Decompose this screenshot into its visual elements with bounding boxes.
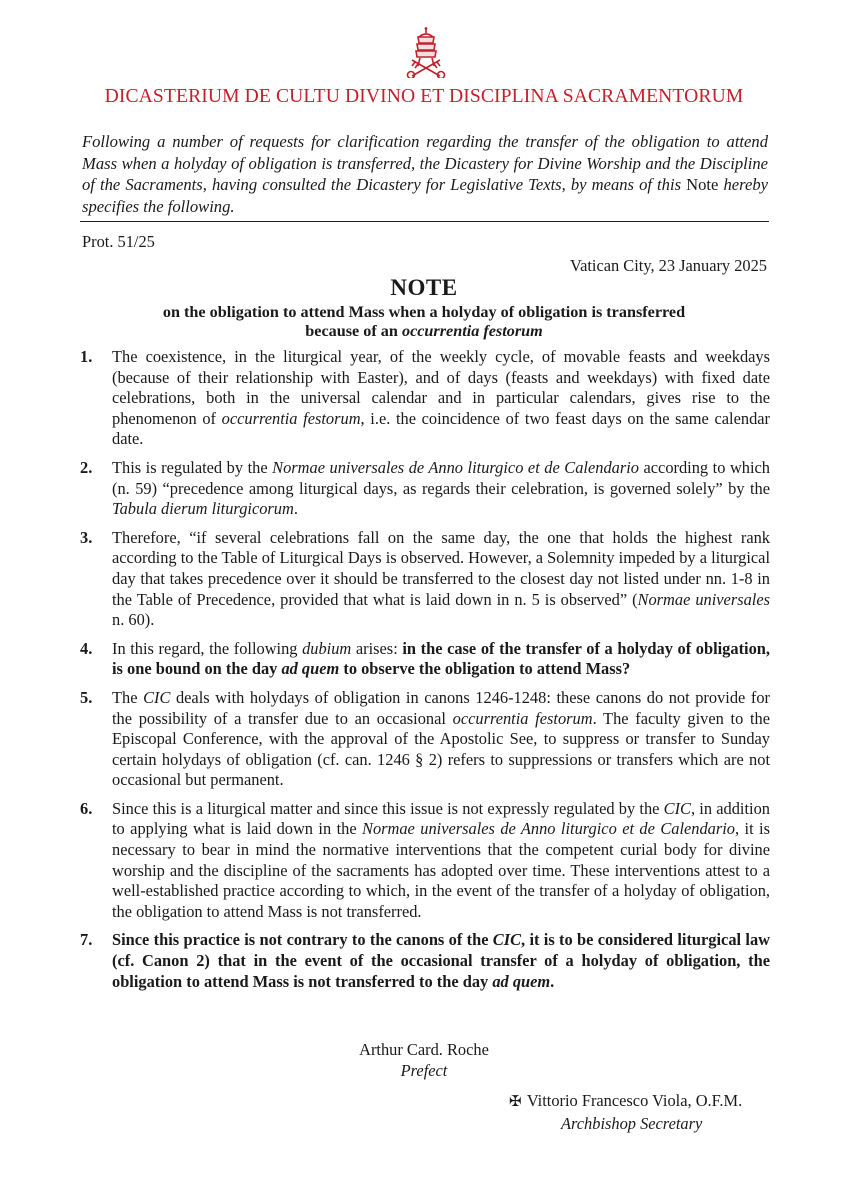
- paragraph-italic: occurrentia festorum: [452, 708, 593, 728]
- paragraph-text: .: [293, 499, 298, 519]
- paragraph-1: [80, 347, 770, 450]
- paragraph-text: The: [112, 687, 144, 707]
- prefect-signature: [0, 1039, 848, 1081]
- paragraph-number: 6.: [80, 798, 93, 818]
- paragraph-text: Since this is a liturgical matter and since this issue is not expressly regulated by the: [112, 798, 664, 818]
- subtitle-line-2: [0, 322, 848, 341]
- paragraph-number: 3.: [80, 527, 93, 547]
- paragraph-text: arises:: [351, 638, 403, 658]
- paragraph-text: , i.e. the coincidence of two feast days on the same calendar date.: [112, 408, 770, 449]
- paragraph-3: [80, 528, 770, 631]
- numbered-paragraphs: [80, 347, 770, 1000]
- paragraph-italic: Normae universales de Anno liturgico et de Calendario: [362, 819, 735, 839]
- paragraph-text: deals with holydays of obligation in canons 1246-1248: these canons do not provide for the possibility of a transfer due to an occasional: [112, 687, 770, 728]
- paragraph-italic: occurrentia festorum: [221, 408, 361, 428]
- divider-rule: [80, 221, 769, 222]
- dateline: Vatican City, 23 January 2025: [570, 256, 767, 275]
- document-title: NOTE: [390, 275, 458, 300]
- paragraph-number: 1.: [80, 347, 93, 366]
- document-subtitle: [0, 303, 848, 341]
- paragraph-4: [80, 639, 770, 680]
- paragraph-text: This is regulated by the: [112, 457, 273, 477]
- paragraph-text: , it is necessary to bear in mind the normative interventions that the competent curial body for divine worship and the discipline of the sacraments has adopted over time. These interventions attest to a well-established practice according to which, in the event of the transfer of a holyday of obligation, the obligation to attend Mass is not transferred.: [112, 819, 770, 921]
- paragraph-2: [80, 458, 770, 520]
- protocol-number: Prot. 51/25: [82, 232, 155, 251]
- paragraph-number: 5.: [80, 687, 93, 707]
- paragraph-number: 4.: [80, 638, 93, 658]
- dicastery-heading: DICASTERIUM DE CULTU DIVINO ET DISCIPLINA SACRAMENTORUM: [104, 86, 744, 107]
- subtitle-line-2-text: because of an: [305, 322, 402, 340]
- preamble-note-word: Note: [686, 175, 719, 194]
- paragraph-italic: dubium: [302, 638, 352, 658]
- paragraph-bold: Since this practice is not contrary to the canons of the: [112, 930, 493, 950]
- paragraph-6: [80, 799, 770, 923]
- paragraph-italic: Normae universales de Anno liturgico et de Calendario: [272, 457, 639, 477]
- paragraph-number: 7.: [80, 930, 93, 950]
- paragraph-7: [80, 930, 770, 992]
- subtitle-line-2-italic: occurrentia festorum: [401, 322, 543, 340]
- paragraph-bold: to observe the obligation to attend Mass?: [339, 659, 631, 679]
- prefect-name: Arthur Card. Roche: [359, 1040, 489, 1059]
- paragraph-italic: Normae universales: [637, 589, 770, 609]
- preamble: [82, 131, 768, 217]
- paragraph-text: In this regard, the following: [112, 638, 303, 658]
- paragraph-text: The coexistence, in the liturgical year, of the weekly cycle, of movable feasts and weekdays (because of their relationship with Easter), and of days (feasts and weekdays) with fixed date celebrations, both in the universal calendar and in particular calendars, gives rise to the phenomenon of: [112, 347, 770, 428]
- paragraph-italic: Tabula dierum liturgicorum: [112, 499, 294, 519]
- secretary-name: Vittorio Francesco Viola, O.F.M.: [526, 1091, 743, 1110]
- papal-emblem-icon: [404, 26, 448, 78]
- paragraph-bold: .: [550, 971, 555, 991]
- paragraph-bold-italic: ad quem: [281, 659, 340, 679]
- paragraph-bold: in the case of the transfer of a holyday of obligation, is one bound on the day: [112, 638, 770, 679]
- paragraph-bold: , it is to be considered liturgical law (cf. Canon 2) that in the event of the occasional transfer of a holyday of obligation, the obligation to attend Mass is not transferred to the day: [112, 930, 770, 991]
- preamble-text-end: hereby specifies the following.: [82, 175, 768, 216]
- paragraph-bold-italic: ad quem: [492, 971, 551, 991]
- paragraph-text: n. 60).: [112, 610, 155, 630]
- paragraph-italic: CIC: [143, 687, 171, 707]
- secretary-role: Archbishop Secretary: [561, 1114, 703, 1133]
- paragraph-bold-italic: CIC: [492, 930, 522, 950]
- subtitle-line-1: on the obligation to attend Mass when a holyday of obligation is transferred: [162, 303, 686, 321]
- prefect-role: Prefect: [400, 1061, 448, 1080]
- paragraph-number: 2.: [80, 457, 93, 477]
- preamble-text: Following a number of requests for clarification regarding the transfer of the obligation to attend Mass when a holyday of obligation is transferred, the Dicastery for Divine Worship and the Discipline of the Sacraments, having consulted the Dicastery for Legislative Texts, by means of this: [82, 132, 768, 194]
- paragraph-text: according to which (n. 59) “precedence among liturgical days, as regards their celebration, is governed solely” by the: [112, 457, 771, 498]
- paragraph-text: . The faculty given to the Episcopal Conference, with the approval of the Apostolic See, to suppress or transfer to Sunday certain holydays of obligation (cf. can. 1246 § 2) refers to suppressions or transfers which are not occasional but permanent.: [112, 708, 771, 790]
- secretary-signature: [509, 1090, 769, 1134]
- paragraph-italic: CIC: [663, 798, 691, 818]
- bishop-cross-icon: ✠: [509, 1094, 522, 1110]
- paragraph-text: , in addition to applying what is laid down in the: [112, 798, 770, 839]
- paragraph-text: Therefore, “if several celebrations fall on the same day, the one that holds the highest rank according to the Table of Liturgical Days is observed. However, a Solemnity impeded by a liturgical day that takes precedence over it should be transferred to the closest day not listed under nn. 1-8 in the Table of Precedence, provided that what is laid down in n. 5 is observed” (: [112, 527, 770, 609]
- paragraph-5: [80, 688, 770, 791]
